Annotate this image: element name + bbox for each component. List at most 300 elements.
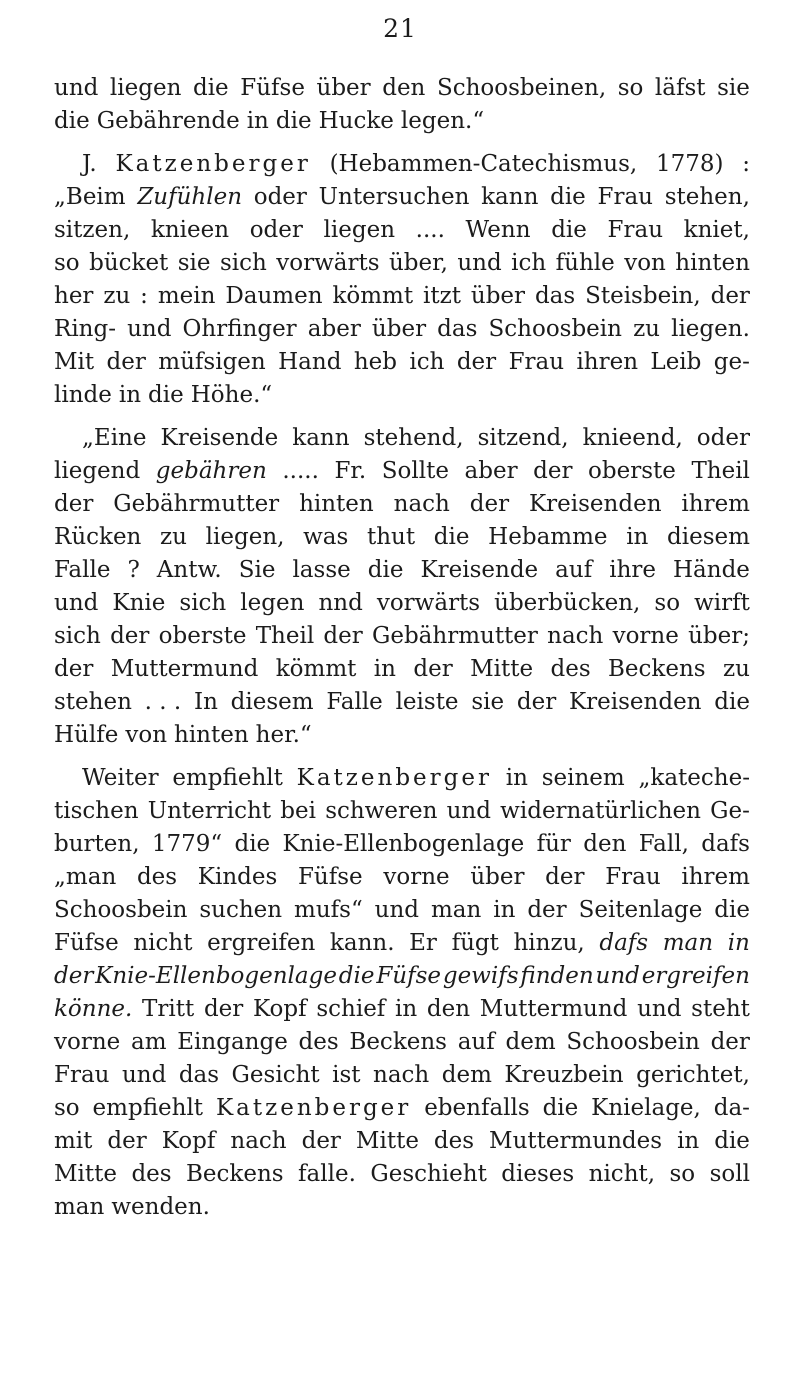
word: der: [54, 656, 94, 682]
text-line: [54, 719, 750, 752]
word: Tritt: [142, 996, 195, 1022]
word: in: [677, 1128, 700, 1154]
word: Beckens: [608, 656, 706, 682]
word: Katzenberger: [115, 151, 311, 177]
word: auf: [555, 557, 593, 583]
word: vorne: [54, 1029, 121, 1055]
word: steht: [691, 996, 750, 1022]
word: die: [367, 557, 404, 583]
text-line: [54, 1191, 750, 1224]
word: den: [583, 831, 627, 857]
paragraph: [54, 422, 750, 752]
word: nach: [393, 491, 450, 517]
word: sie: [717, 75, 750, 101]
word: mit: [54, 1128, 93, 1154]
text-line: [54, 1026, 750, 1059]
word: vorne: [383, 864, 450, 890]
word: Beckens: [349, 1029, 447, 1055]
word: Antw.: [156, 557, 222, 583]
word: oder: [249, 217, 303, 243]
word: 1778): [655, 151, 724, 177]
word: gebähren: [155, 458, 267, 484]
word: Hand: [278, 349, 342, 375]
word: Schoosbein: [54, 897, 188, 923]
word: Schoosbein: [566, 1029, 700, 1055]
word: burten,: [54, 831, 140, 857]
word: der: [710, 1029, 750, 1055]
word: und: [595, 963, 640, 989]
word: Katzenberger: [215, 1095, 412, 1121]
body-text: [54, 72, 750, 1224]
word: Füfse: [376, 963, 442, 989]
word: die: [54, 108, 90, 134]
word: und: [637, 996, 682, 1022]
word: der: [110, 623, 150, 649]
word: Untersuchen: [318, 184, 470, 210]
word: über,: [388, 250, 448, 276]
word: stehend,: [363, 425, 464, 451]
text-line: [54, 795, 750, 828]
word: und: [54, 75, 99, 101]
word: zu: [633, 316, 660, 342]
word: und: [121, 1062, 167, 1088]
word: Falle: [326, 689, 383, 715]
word: oberste: [588, 458, 676, 484]
word: in: [505, 765, 528, 791]
word: .....: [282, 458, 319, 484]
word: des: [433, 1128, 475, 1154]
word: von: [624, 250, 666, 276]
word: Unterricht: [147, 798, 272, 824]
word: liegen: [109, 75, 182, 101]
word: Beckens: [186, 1161, 284, 1187]
word: thut: [367, 524, 416, 550]
word: falle.: [298, 1161, 356, 1187]
word: die: [148, 382, 184, 408]
word: sich: [219, 250, 267, 276]
word: In: [194, 689, 218, 715]
text-line: [54, 488, 750, 521]
word: diesem: [230, 689, 314, 715]
word: von: [125, 722, 168, 748]
word: Weiter: [82, 765, 159, 791]
word: die: [338, 963, 375, 989]
word: auf: [457, 1029, 495, 1055]
word: Knie-Ellenbogenlage: [282, 831, 525, 857]
text-line: [54, 1059, 750, 1092]
word: für: [536, 831, 571, 857]
text-line: [54, 1125, 750, 1158]
word: der: [301, 1128, 341, 1154]
text-line: [54, 422, 750, 455]
word: die: [714, 689, 750, 715]
word: in: [246, 108, 269, 134]
word: itzt: [423, 283, 461, 309]
text-line: [54, 72, 750, 105]
word: Theil: [691, 458, 750, 484]
word: der: [527, 897, 567, 923]
word: widernatürlichen: [500, 798, 701, 824]
text-line: [54, 313, 750, 346]
word: legen: [240, 590, 305, 616]
word: läfst: [654, 75, 706, 101]
word: in: [395, 996, 418, 1022]
word: Zufühlen: [137, 184, 243, 210]
word: die: [542, 1095, 579, 1121]
word: Frau: [597, 184, 653, 210]
paragraph-gap: [54, 412, 750, 422]
word: nach: [373, 1062, 430, 1088]
word: seinem: [541, 765, 625, 791]
word: hinten: [675, 250, 750, 276]
word: Mit: [54, 349, 95, 375]
word: sitzend,: [477, 425, 569, 451]
paragraph: [54, 72, 750, 138]
word: liegen,: [205, 524, 285, 550]
word: :: [140, 283, 148, 309]
word: gerichtet,: [636, 1062, 750, 1088]
word: her.“: [255, 722, 312, 748]
word: :: [742, 151, 750, 177]
word: nicht: [133, 930, 193, 956]
word: „Eine: [82, 425, 147, 451]
word: bei: [280, 798, 316, 824]
word: Füfse: [240, 75, 305, 101]
word: über: [316, 75, 371, 101]
word: Gebährmutter: [113, 491, 280, 517]
word: der: [203, 996, 244, 1022]
word: die: [234, 831, 271, 857]
word: Gebährende: [96, 108, 240, 134]
word: Rücken: [54, 524, 142, 550]
word: zu: [160, 524, 187, 550]
text-line: [54, 1092, 750, 1125]
text-line: [54, 686, 750, 719]
word: Muttermund: [110, 656, 259, 682]
word: dem: [505, 1029, 556, 1055]
word: der: [456, 349, 497, 375]
word: lasse: [292, 557, 351, 583]
word: dem: [441, 1062, 492, 1088]
word: Kreuzbein: [504, 1062, 624, 1088]
word: vorwärts: [276, 250, 380, 276]
word: Frau: [607, 217, 664, 243]
word: liegend: [54, 458, 141, 484]
word: Falle: [54, 557, 111, 583]
word: hinten: [174, 722, 249, 748]
word: nach: [547, 623, 604, 649]
word: könne.: [54, 996, 133, 1022]
word: fügt: [451, 930, 499, 956]
word: in: [118, 382, 142, 408]
word: in: [493, 897, 516, 923]
word: über;: [688, 623, 750, 649]
word: legen.“: [400, 108, 485, 134]
word: kann: [481, 184, 539, 210]
word: stehen: [54, 689, 132, 715]
word: Schoosbein: [488, 316, 622, 342]
word: 1779“: [151, 831, 223, 857]
word: das: [178, 1062, 220, 1088]
word: Knie: [112, 590, 166, 616]
word: in: [373, 656, 396, 682]
word: wirft: [694, 590, 750, 616]
word: Fr.: [334, 458, 367, 484]
word: Mitte: [54, 1161, 118, 1187]
word: und: [457, 250, 502, 276]
word: ihre: [609, 557, 656, 583]
word: der: [54, 963, 94, 989]
word: Theil: [255, 623, 315, 649]
text-line: [54, 653, 750, 686]
word: zu: [722, 656, 750, 682]
word: „Beim: [54, 184, 126, 210]
word: knieen: [150, 217, 230, 243]
word: Frau: [54, 1062, 110, 1088]
word: finden: [520, 963, 594, 989]
word: die: [275, 108, 312, 134]
text-line: [54, 960, 750, 993]
paragraph: [54, 148, 750, 412]
word: aber: [464, 458, 518, 484]
word: gewifs: [442, 963, 519, 989]
word: Höhe.“: [190, 382, 273, 408]
word: man: [662, 930, 714, 956]
word: Seitenlage: [578, 897, 703, 923]
word: so: [617, 75, 644, 101]
word: mein: [157, 283, 216, 309]
word: der: [323, 623, 363, 649]
word: Kopf: [252, 996, 307, 1022]
word: die: [551, 217, 587, 243]
word: ergreifen: [641, 963, 750, 989]
word: J.: [82, 151, 97, 177]
word: Kreisende: [420, 557, 539, 583]
word: der: [469, 491, 510, 517]
word: müfsigen: [158, 349, 266, 375]
word: sitzen,: [54, 217, 131, 243]
word: und: [446, 798, 491, 824]
word: Ohrfinger: [182, 316, 297, 342]
word: oder: [253, 184, 307, 210]
word: tischen: [54, 798, 139, 824]
word: der: [710, 283, 750, 309]
word: Daumen: [225, 283, 323, 309]
word: die: [714, 897, 750, 923]
word: vorne: [612, 623, 679, 649]
page-number: 21: [383, 14, 417, 43]
word: ge-: [713, 349, 750, 375]
word: nicht,: [588, 1161, 656, 1187]
word: Mitte: [355, 1128, 419, 1154]
word: stehen,: [664, 184, 750, 210]
word: Fall,: [638, 831, 689, 857]
word: Frau: [605, 864, 661, 890]
word: ich: [409, 349, 445, 375]
text-line: [54, 894, 750, 927]
word: schweren: [325, 798, 438, 824]
word: und: [54, 590, 99, 616]
word: Kindes: [197, 864, 278, 890]
word: kniet,: [683, 217, 750, 243]
paragraph-gap: [54, 138, 750, 148]
word: der: [413, 656, 453, 682]
word: Er: [409, 930, 437, 956]
word: Hände: [673, 557, 750, 583]
word: die: [433, 524, 470, 550]
text-line: [54, 105, 750, 138]
word: „man: [54, 864, 117, 890]
word: die: [714, 1128, 750, 1154]
word: Muttermundes: [489, 1128, 663, 1154]
word: so: [54, 250, 80, 276]
word: Knielage,: [591, 1095, 701, 1121]
word: Schoosbeinen,: [436, 75, 607, 101]
word: bücket: [89, 250, 169, 276]
word: des: [298, 1029, 339, 1055]
text-line: [54, 927, 750, 960]
word: des: [550, 656, 591, 682]
word: ?: [127, 557, 140, 583]
text-line: [54, 587, 750, 620]
word: mufs“: [294, 897, 363, 923]
word: vorwärts: [376, 590, 481, 616]
word: ihrem: [681, 491, 750, 517]
word: liegen.: [671, 316, 750, 342]
text-line: [54, 247, 750, 280]
word: Hülfe: [54, 722, 119, 748]
word: kann: [292, 425, 350, 451]
word: schief: [316, 996, 386, 1022]
text-line: [54, 521, 750, 554]
word: am: [131, 1029, 167, 1055]
word: dafs: [599, 930, 649, 956]
text-line: [54, 181, 750, 214]
word: Steisbein,: [585, 283, 701, 309]
word: (Hebammen-Catechismus,: [329, 151, 638, 177]
word: dafs: [701, 831, 750, 857]
text-line: [54, 993, 750, 1026]
word: aber: [307, 316, 361, 342]
word: fühle: [555, 250, 615, 276]
text-line: [54, 455, 750, 488]
text-line: [54, 620, 750, 653]
word: Ring-: [54, 316, 116, 342]
word: knieend,: [582, 425, 683, 451]
word: der: [545, 864, 585, 890]
word: so: [54, 1095, 80, 1121]
word: sie: [177, 250, 211, 276]
word: kömmt: [275, 656, 357, 682]
word: dieses: [501, 1161, 575, 1187]
text-line: [54, 379, 750, 412]
word: Geschieht: [370, 1161, 487, 1187]
word: Sie: [238, 557, 276, 583]
word: ihrem: [681, 864, 750, 890]
word: Frau: [508, 349, 565, 375]
word: nnd: [318, 590, 363, 616]
word: da-: [713, 1095, 750, 1121]
word: Füfse: [297, 864, 363, 890]
paragraph: [54, 762, 750, 1224]
word: nach: [230, 1128, 287, 1154]
word: den: [382, 75, 426, 101]
word: Mitte: [470, 656, 534, 682]
word: „kateche-: [638, 765, 750, 791]
word: Füfse: [54, 930, 119, 956]
word: des: [131, 1161, 172, 1187]
word: Knie-Ellenbogenlage: [95, 963, 337, 989]
text-line: [54, 861, 750, 894]
word: ....: [415, 217, 445, 243]
word: der: [107, 1128, 147, 1154]
word: sich: [179, 590, 227, 616]
word: Kreisenden: [568, 689, 702, 715]
text-line: [54, 1158, 750, 1191]
word: ihren: [576, 349, 639, 375]
word: empfiehlt: [92, 1095, 204, 1121]
word: in: [727, 930, 750, 956]
word: sich: [54, 623, 101, 649]
word: das: [534, 283, 576, 309]
word: Kopf: [161, 1128, 216, 1154]
word: über: [470, 283, 526, 309]
word: so: [669, 1161, 696, 1187]
word: kömmt: [332, 283, 414, 309]
word: Gebährmutter: [371, 623, 538, 649]
word: Kreisenden: [528, 491, 662, 517]
word: Muttermund: [479, 996, 628, 1022]
word: und: [374, 897, 420, 923]
word: heb: [353, 349, 397, 375]
word: der: [533, 458, 573, 484]
word: ebenfalls: [424, 1095, 530, 1121]
word: die: [550, 184, 586, 210]
word: empfiehlt: [172, 765, 283, 791]
word: so: [654, 590, 681, 616]
text-line: [54, 828, 750, 861]
word: Ge-: [710, 798, 750, 824]
text-line: [54, 280, 750, 313]
word: sie: [471, 689, 505, 715]
word: oder: [696, 425, 750, 451]
word: suchen: [199, 897, 283, 923]
word: der: [106, 349, 146, 375]
word: liegen: [323, 217, 396, 243]
text-line: [54, 762, 750, 795]
word: zu: [103, 283, 131, 309]
word: ergreifen: [207, 930, 316, 956]
word: Sollte: [381, 458, 449, 484]
word: in: [626, 524, 649, 550]
word: Wenn: [465, 217, 531, 243]
word: diesem: [667, 524, 750, 550]
word: den: [426, 996, 471, 1022]
word: soll: [709, 1161, 750, 1187]
word: linde: [54, 382, 112, 408]
word: hinzu,: [513, 930, 585, 956]
word: leiste: [395, 689, 459, 715]
word: kann.: [329, 930, 395, 956]
word: Hucke: [318, 108, 394, 134]
word: oberste: [158, 623, 247, 649]
text-line: [54, 554, 750, 587]
word: der: [54, 491, 94, 517]
word: überbücken,: [494, 590, 641, 616]
word: das: [437, 316, 478, 342]
word: über: [470, 864, 525, 890]
word: Gesicht: [231, 1062, 320, 1088]
